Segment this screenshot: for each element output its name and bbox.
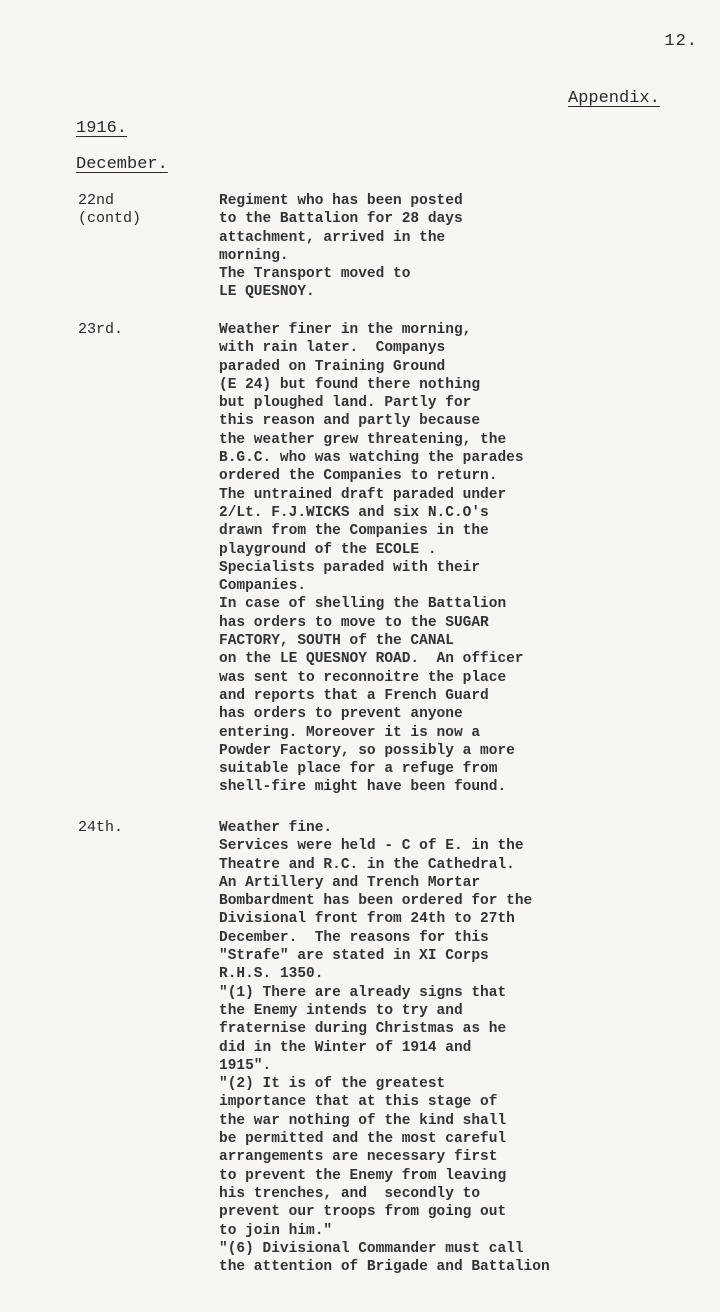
entry-line: entering. Moreover it is now a bbox=[219, 724, 481, 741]
entry-line: to prevent the Enemy from leaving bbox=[219, 1167, 507, 1184]
entry-line: was sent to reconnoitre the place bbox=[219, 669, 507, 686]
entry-line: Powder Factory, so possibly a more bbox=[219, 742, 515, 759]
entry-line: In case of shelling the Battalion bbox=[219, 596, 507, 613]
entry-date: 22nd (contd) bbox=[78, 192, 142, 228]
entry-line: to join him." bbox=[219, 1222, 333, 1239]
entry-line: Divisional front from 24th to 27th bbox=[219, 911, 515, 928]
month-heading: December. bbox=[76, 155, 168, 174]
entry-line: and reports that a French Guard bbox=[219, 687, 489, 704]
entry-line: prevent our troops from going out bbox=[219, 1204, 507, 1221]
entry-text bbox=[219, 192, 463, 302]
entry-line: December. The reasons for this bbox=[219, 929, 489, 946]
entry-line: B.G.C. who was watching the parades bbox=[219, 450, 524, 467]
entry-line: morning. bbox=[219, 247, 289, 264]
entry-line: 1915". bbox=[219, 1057, 272, 1074]
entry-line: Regiment who has been posted bbox=[219, 193, 463, 209]
entry-date: 24th. bbox=[78, 819, 124, 836]
entry-line: LE QUESNOY. bbox=[219, 284, 315, 301]
entry-line: importance that at this stage of bbox=[219, 1094, 498, 1111]
entry-line: Weather fine. bbox=[219, 820, 333, 836]
appendix-heading: Appendix. bbox=[568, 89, 660, 108]
entry-line: has orders to move to the SUGAR bbox=[219, 614, 489, 631]
entry-line: to the Battalion for 28 days bbox=[219, 211, 463, 228]
entry-line: The untrained draft paraded under bbox=[219, 486, 507, 503]
entry-line: R.H.S. 1350. bbox=[219, 966, 324, 983]
entry-line: has orders to prevent anyone bbox=[219, 706, 463, 723]
entry-line: attachment, arrived in the bbox=[219, 229, 446, 246]
entry-line: with rain later. Companys bbox=[219, 340, 446, 357]
entry-line: An Artillery and Trench Mortar bbox=[219, 874, 481, 891]
entry-line: be permitted and the most careful bbox=[219, 1131, 507, 1148]
entry-line: Specialists paraded with their bbox=[219, 559, 481, 576]
entry-line: the Enemy intends to try and bbox=[219, 1002, 463, 1019]
entry-line: FACTORY, SOUTH of the CANAL bbox=[219, 633, 454, 650]
entry-line: arrangements are necessary first bbox=[219, 1149, 498, 1166]
entry-date: 23rd. bbox=[78, 321, 124, 338]
entry-line: the weather grew threatening, the bbox=[219, 431, 507, 448]
entry-line: the war nothing of the kind shall bbox=[219, 1112, 507, 1129]
entry-line: "(6) Divisional Commander must call bbox=[219, 1240, 524, 1257]
entry-line: ordered the Companies to return. bbox=[219, 468, 498, 485]
entry-line: Bombardment has been ordered for the bbox=[219, 893, 533, 910]
entry-line: "(1) There are already signs that bbox=[219, 984, 507, 1001]
entry-line: Weather finer in the morning, bbox=[219, 322, 472, 338]
page-number: 12. bbox=[664, 32, 698, 51]
entry-line: paraded on Training Ground bbox=[219, 358, 446, 375]
entry-line: fraternise during Christmas as he bbox=[219, 1021, 507, 1038]
entry-line: drawn from the Companies in the bbox=[219, 523, 489, 540]
entry-line: on the LE QUESNOY ROAD. An officer bbox=[219, 651, 524, 668]
entry-text bbox=[219, 321, 524, 797]
entry-line: this reason and partly because bbox=[219, 413, 481, 430]
entry-line: suitable place for a refuge from bbox=[219, 761, 498, 778]
entry-line: his trenches, and secondly to bbox=[219, 1185, 481, 1202]
year-heading: 1916. bbox=[76, 119, 128, 138]
entry-line: did in the Winter of 1914 and bbox=[219, 1039, 472, 1056]
entry-line: but ploughed land. Partly for bbox=[219, 395, 472, 412]
entry-line: shell-fire might have been found. bbox=[219, 779, 507, 796]
entry-line: Theatre and R.C. in the Cathedral. bbox=[219, 856, 515, 873]
entry-line: "(2) It is of the greatest bbox=[219, 1076, 446, 1093]
entry-line: Companies. bbox=[219, 578, 307, 595]
entry-line: (E 24) but found there nothing bbox=[219, 376, 481, 393]
entry-line: Services were held - C of E. in the bbox=[219, 838, 524, 855]
entry-line: 2/Lt. F.J.WICKS and six N.C.O's bbox=[219, 504, 489, 521]
entry-line: The Transport moved to bbox=[219, 266, 411, 283]
entry-line: playground of the ECOLE . bbox=[219, 541, 437, 558]
entry-text bbox=[219, 819, 550, 1276]
entry-line: the attention of Brigade and Battalion bbox=[219, 1259, 550, 1276]
entry-line: "Strafe" are stated in XI Corps bbox=[219, 948, 489, 965]
